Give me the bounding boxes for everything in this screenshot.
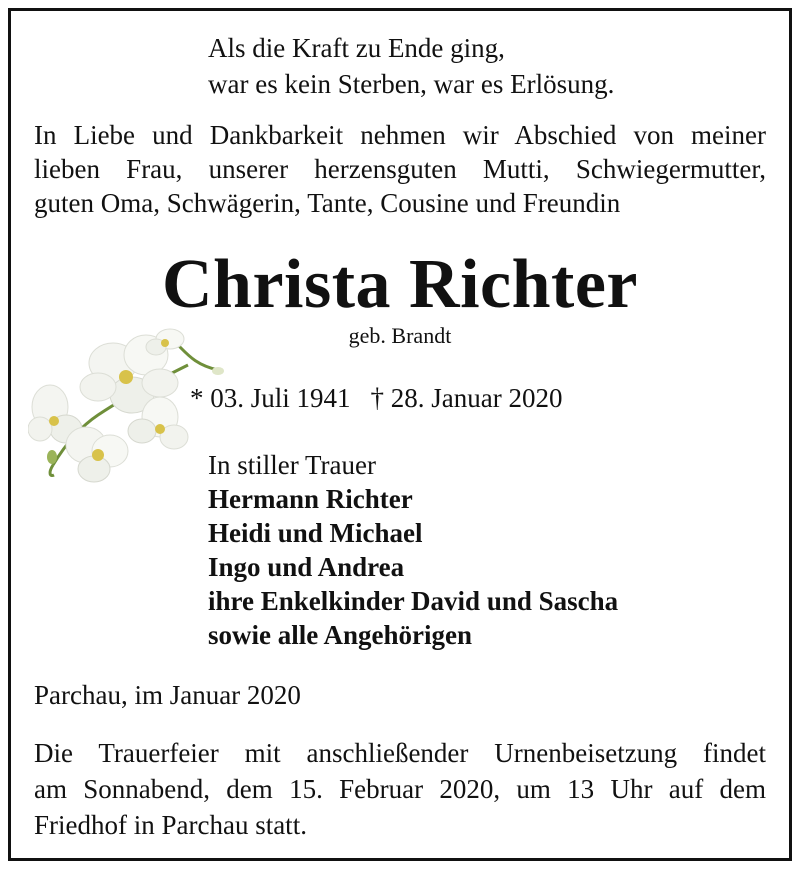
mourners-list — [208, 448, 618, 652]
maiden-name: geb. Brandt — [348, 323, 452, 348]
mourner-name: sowie alle Angehörigen — [208, 620, 472, 650]
ceremony-line-3: Friedhof in Parchau statt. — [34, 810, 307, 840]
deceased-name: Christa Richter — [161, 246, 638, 323]
mourner-name: Heidi und Michael — [208, 518, 423, 548]
verse-line-1: Als die Kraft zu Ende ging, — [208, 33, 505, 63]
mourning-heading: In stiller Trauer — [208, 450, 376, 480]
intro-line-2: lieben Frau, unserer herzensguten Mutti, Schwiegermutter, — [34, 154, 766, 184]
ceremony-line-1: Die Trauerfeier mit anschließender Urnenbeisetzung findet — [34, 738, 766, 768]
place-and-date: Parchau, im Januar 2020 — [34, 680, 301, 710]
death-date: † 28. Januar 2020 — [370, 383, 563, 413]
farewell-intro — [34, 118, 766, 220]
life-dates — [190, 381, 562, 415]
mourner-name: Hermann Richter — [208, 484, 413, 514]
funeral-ceremony-info — [34, 735, 766, 843]
verse-line-2: war es kein Sterben, war es Erlösung. — [208, 69, 615, 99]
mourner-name: Ingo und Andrea — [208, 552, 405, 582]
intro-line-1: In Liebe und Dankbarkeit nehmen wir Abschied von meiner — [34, 120, 766, 150]
mourner-name: ihre Enkelkinder David und Sascha — [208, 586, 619, 616]
memorial-verse — [208, 30, 614, 102]
birth-date: * 03. Juli 1941 — [190, 383, 351, 413]
ceremony-line-2: am Sonnabend, dem 15. Februar 2020, um 13 Uhr auf dem — [34, 774, 766, 804]
intro-line-3: guten Oma, Schwägerin, Tante, Cousine und Freundin — [34, 188, 621, 218]
